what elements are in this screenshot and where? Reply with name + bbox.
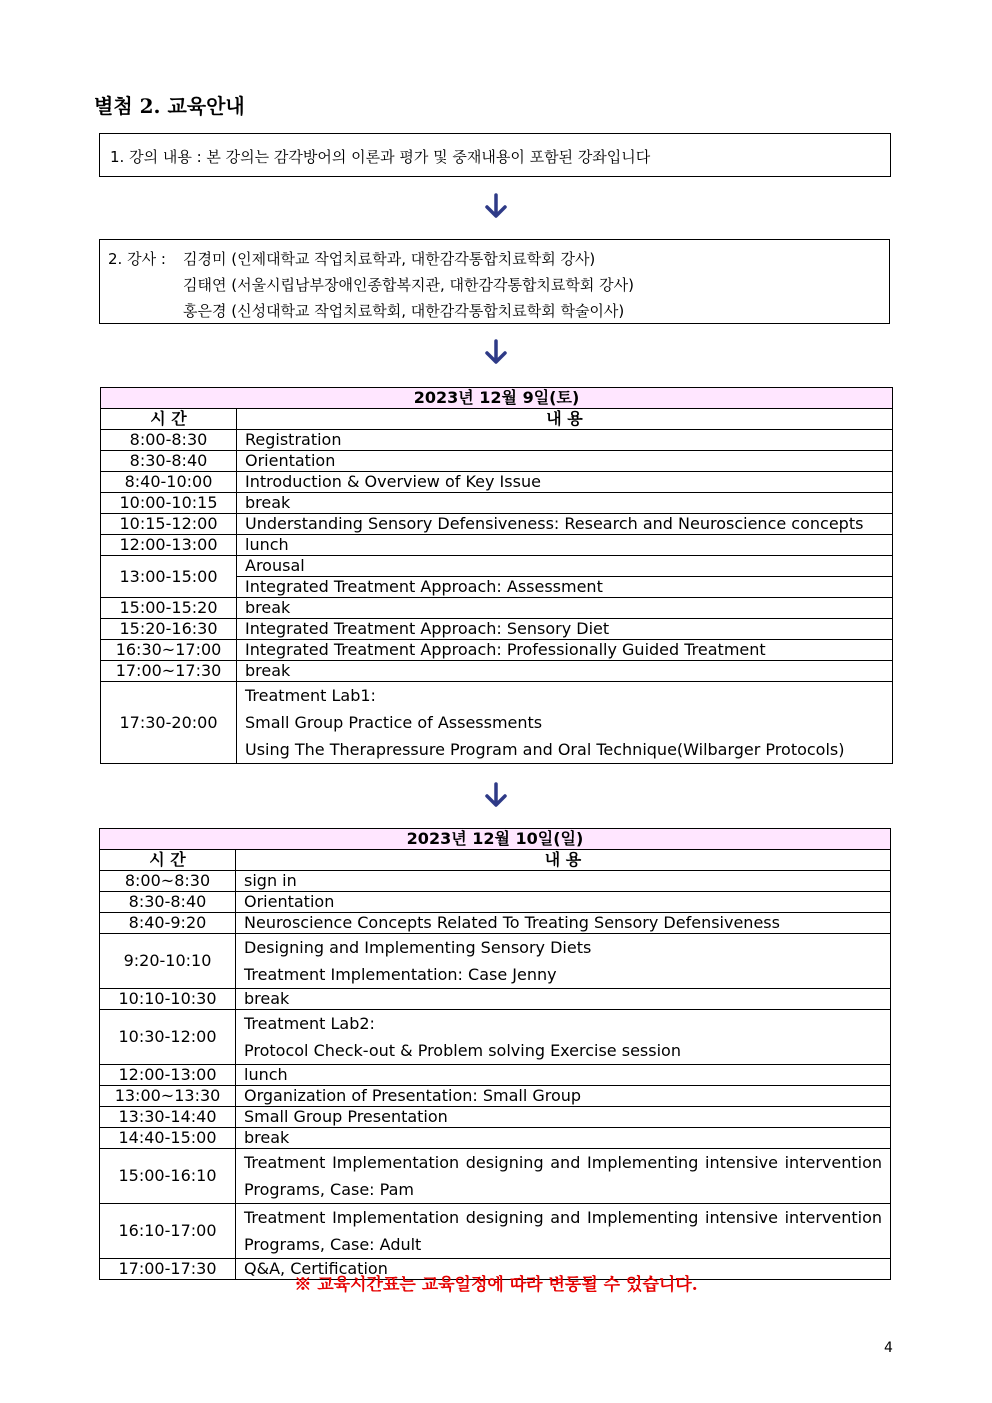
session-content xyxy=(236,934,891,989)
page-title: 별첨 2. 교육안내 xyxy=(94,94,245,118)
schedule-change-notice: ※ 교육시간표는 교육일정에 따라 변동될 수 있습니다. xyxy=(294,1275,698,1295)
session-content-line: Registration xyxy=(245,430,342,449)
lecture-content-box xyxy=(99,133,891,177)
session-time: 15:20-16:30 xyxy=(101,619,237,640)
session-content-line: Integrated Treatment Approach: Professionally Guided Treatment xyxy=(245,640,766,659)
session-content-line: Orientation xyxy=(244,892,335,911)
session-content xyxy=(237,535,893,556)
session-time: 8:00~8:30 xyxy=(100,871,236,892)
session-content xyxy=(237,682,893,764)
session-content-line: Integrated Treatment Approach: Sensory Diet xyxy=(245,619,610,638)
session-time: 9:20-10:10 xyxy=(100,934,236,989)
session-content-line: Using The Therapressure Program and Oral Technique(Wilbarger Protocols) xyxy=(245,740,845,759)
session-content xyxy=(236,1086,891,1107)
session-content xyxy=(237,472,893,493)
table-row xyxy=(101,619,893,640)
session-time: 10:30-12:00 xyxy=(100,1010,236,1065)
table-row xyxy=(100,1086,891,1107)
session-time: 15:00-15:20 xyxy=(101,598,237,619)
session-time: 15:00-16:10 xyxy=(100,1149,236,1204)
instructor-line: 홍은경 (신성대학교 작업치료학회, 대한감각통합치료학회 학술이사) xyxy=(183,301,625,320)
table-row xyxy=(100,934,891,989)
table-row xyxy=(101,535,893,556)
session-time: 14:40-15:00 xyxy=(100,1128,236,1149)
day1-date: 2023년 12월 9일(토) xyxy=(101,388,893,409)
session-content xyxy=(236,1149,891,1204)
session-time: 12:00-13:00 xyxy=(101,535,237,556)
session-content xyxy=(236,1065,891,1086)
session-content-line: Protocol Check-out & Problem solving Exercise session xyxy=(244,1041,681,1060)
session-content xyxy=(236,1010,891,1065)
arrow-down-icon xyxy=(482,338,510,366)
session-content xyxy=(237,514,893,535)
session-content: Integrated Treatment Approach: Assessment xyxy=(237,577,893,598)
instructors-label: 2. 강사 : xyxy=(108,249,166,268)
session-content xyxy=(236,871,891,892)
session-content-line: break xyxy=(245,598,291,617)
session-content-line: break xyxy=(244,989,290,1008)
session-time: 16:30~17:00 xyxy=(101,640,237,661)
col-content-header: 내 용 xyxy=(236,850,891,871)
session-time: 8:40-10:00 xyxy=(101,472,237,493)
session-content-line: Orientation xyxy=(245,451,336,470)
col-content-header: 내 용 xyxy=(237,409,893,430)
lecture-content-text: 1. 강의 내용 : 본 강의는 감각방어의 이론과 평가 및 중재내용이 포함된 강좌입니다 xyxy=(110,148,651,166)
session-content-line: Treatment Lab2: xyxy=(244,1014,375,1033)
session-content-line: Small Group Practice of Assessments xyxy=(245,713,543,732)
table-row xyxy=(101,451,893,472)
session-content-line: Introduction & Overview of Key Issue xyxy=(245,472,541,491)
table-row xyxy=(101,430,893,451)
session-content xyxy=(237,598,893,619)
page-number: 4 xyxy=(884,1340,893,1356)
arrow-down-icon xyxy=(482,192,510,220)
table-row xyxy=(100,913,891,934)
table-row xyxy=(100,1149,891,1204)
session-time: 17:00~17:30 xyxy=(101,661,237,682)
instructors-box xyxy=(99,239,890,324)
arrow-down-icon xyxy=(482,781,510,809)
session-content-line: Treatment Implementation designing and Implementing intensive intervention xyxy=(244,1208,882,1227)
session-content xyxy=(237,661,893,682)
table-row xyxy=(100,1204,891,1259)
schedule-table-day1 xyxy=(100,387,893,764)
table-row xyxy=(100,1065,891,1086)
session-content-line: break xyxy=(245,493,291,512)
session-content-line: Treatment Implementation: Case Jenny xyxy=(244,965,557,984)
schedule-table-day2 xyxy=(99,828,891,1280)
session-content xyxy=(236,892,891,913)
instructor-line: 김경미 (인제대학교 작업치료학과, 대한감각통합치료학회 강사) xyxy=(183,249,596,268)
session-time: 8:00-8:30 xyxy=(101,430,237,451)
session-time: 8:30-8:40 xyxy=(100,892,236,913)
session-time: 13:00~13:30 xyxy=(100,1086,236,1107)
session-time: 12:00-13:00 xyxy=(100,1065,236,1086)
table-row xyxy=(100,1010,891,1065)
table-row xyxy=(101,640,893,661)
session-content-line: Designing and Implementing Sensory Diets xyxy=(244,938,592,957)
table-row xyxy=(101,661,893,682)
session-content-line: Treatment Implementation designing and Implementing intensive intervention xyxy=(244,1153,882,1172)
session-content-line: Treatment Lab1: xyxy=(245,686,376,705)
session-time: 10:15-12:00 xyxy=(101,514,237,535)
session-time: 8:40-9:20 xyxy=(100,913,236,934)
session-time: 16:10-17:00 xyxy=(100,1204,236,1259)
session-content xyxy=(237,640,893,661)
table-row xyxy=(101,598,893,619)
table-row xyxy=(100,871,891,892)
table-row xyxy=(101,682,893,764)
table-row xyxy=(101,556,893,577)
session-time: 17:00-17:30 xyxy=(100,1259,236,1280)
table-row xyxy=(100,1128,891,1149)
session-time: 10:10-10:30 xyxy=(100,989,236,1010)
session-content-line: Q&A, Certification xyxy=(244,1259,388,1278)
session-content xyxy=(236,1107,891,1128)
session-content: Arousal xyxy=(237,556,893,577)
session-content-line: Organization of Presentation: Small Group xyxy=(244,1086,582,1105)
session-content-line: break xyxy=(244,1128,290,1147)
session-content-line: Programs, Case: Pam xyxy=(244,1180,414,1199)
table-row xyxy=(101,472,893,493)
col-time-header: 시 간 xyxy=(100,850,236,871)
col-time-header: 시 간 xyxy=(101,409,237,430)
table-row xyxy=(100,892,891,913)
session-time: 13:30-14:40 xyxy=(100,1107,236,1128)
day2-date: 2023년 12월 10일(일) xyxy=(100,829,891,850)
session-content-line: lunch xyxy=(244,1065,288,1084)
session-content xyxy=(236,913,891,934)
instructor-line: 김태연 (서울시립남부장애인종합복지관, 대한감각통합치료학회 강사) xyxy=(183,275,634,294)
session-content-line: Neuroscience Concepts Related To Treating Sensory Defensiveness xyxy=(244,913,780,932)
session-content-line: sign in xyxy=(244,871,297,890)
session-time: 13:00-15:00 xyxy=(101,556,237,598)
session-content xyxy=(236,1204,891,1259)
session-content xyxy=(236,989,891,1010)
session-time: 17:30-20:00 xyxy=(101,682,237,764)
session-content-line: Small Group Presentation xyxy=(244,1107,448,1126)
session-content xyxy=(237,430,893,451)
session-content-line: Understanding Sensory Defensiveness: Research and Neuroscience concepts xyxy=(245,514,864,533)
session-content xyxy=(237,619,893,640)
session-content-line: lunch xyxy=(245,535,289,554)
session-time: 10:00-10:15 xyxy=(101,493,237,514)
session-content-line: break xyxy=(245,661,291,680)
table-row xyxy=(101,514,893,535)
table-row xyxy=(100,1107,891,1128)
session-time: 8:30-8:40 xyxy=(101,451,237,472)
table-row xyxy=(100,989,891,1010)
session-content xyxy=(237,451,893,472)
session-content xyxy=(236,1128,891,1149)
table-row xyxy=(101,493,893,514)
session-content-line: Programs, Case: Adult xyxy=(244,1235,422,1254)
session-content xyxy=(237,493,893,514)
